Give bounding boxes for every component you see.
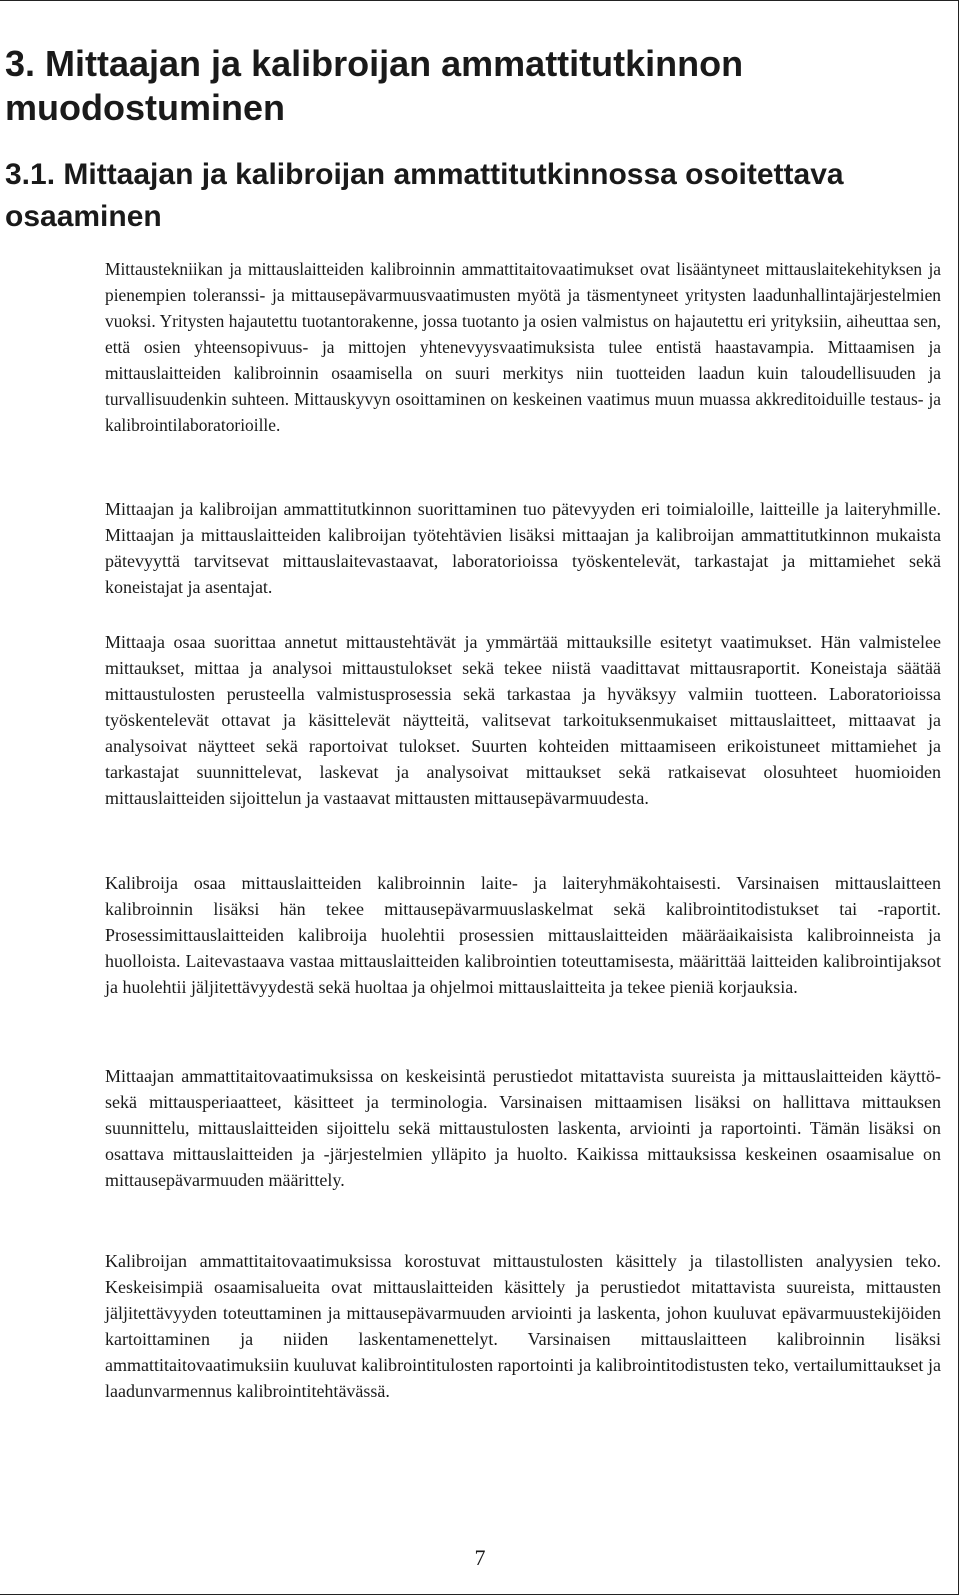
paragraph-6: Kalibroijan ammattitaitovaatimuksissa korostuvat mittaustulosten käsittely ja tilastollisten analyysien teko. Keskeisimpiä osaamisalueita ovat mittauslaitteiden käsittely ja perustiedot mitattavista suureista, mittausten jäljitettävyyden toteuttaminen ja mittausepävarmuuden arviointi ja laskenta, johon kuuluvat epävarmuustekijöiden kartoittaminen ja niiden laskentamenettelyt. Varsinaisen mittauslaitteen kalibroinnin lisäksi ammattitaitovaatimuksiin kuuluvat kalibrointitulosten raportointi ja kalibrointitodistusten teko, vertailumittaukset ja laadunvarmennus kalibrointitehtävässä. bbox=[105, 1251, 941, 1401]
paragraph-2: Mittaajan ja kalibroijan ammattitutkinnon suorittaminen tuo pätevyyden eri toimialoille, laitteille ja laiteryhmille. Mittaajan ja mittauslaitteiden kalibroijan työtehtävien lisäksi mittaajan ja kalibroijan ammattitutkinnon mukaista pätevyyttä tarvitsevat mittauslaitevastaavat, laboratorioissa työskentelevät, tarkastajat ja mittamiehet sekä koneistajat ja asentajat. bbox=[105, 499, 941, 597]
paragraph-3: Mittaaja osaa suorittaa annetut mittaustehtävät ja ymmärtää mittauksille esitetyt vaatimukset. Hän valmistelee mittaukset, mittaa ja analysoi mittaustulokset sekä tekee niistä vaadittavat mittausraportit. Koneistaja säätää mittaustulosten perusteella valmistusprosessia sekä tarkastaa ja hyväksyy valmiin tuotteen. Laboratorioissa työskentelevät ottavat ja käsittelevät näytteitä, valitsevat tarkoituksenmukaiset mittauslaitteet, mittaavat ja analysoivat näytteet sekä raportoivat tulokset. Suurten kohteiden mittaamiseen erikoistuneet mittamiehet ja tarkastajat suunnittelevat, laskevat ja analysoivat mittaukset sekä ratkaisevat olosuhteet huomioiden mittauslaitteiden sijoittelun ja vastaavat mittausten mittausepävarmuudesta. bbox=[105, 632, 941, 808]
chapter-heading: 3. Mittaajan ja kalibroijan ammattitutkinnon muodostuminen bbox=[5, 43, 744, 128]
paragraph-4: Kalibroija osaa mittauslaitteiden kalibroinnin laite- ja laiteryhmäkohtaisesti. Varsinaisen mittauslaitteen kalibroinnin lisäksi hän tekee mittausepävarmuuslaskelmat sekä kalibrointitodistukset tai -raportit. Prosessimittauslaitteiden kalibroija huolehtii prosessien mittauslaitteiden määräaikaisista kalibroinneista ja huolloista. Laitevastaava vastaa mittauslaitteiden kalibrointien toteuttamisesta, määrittää laitteiden kalibrointijaksot ja huolehtii jäljitettävyydestä sekä huoltaa ja ohjelmoi mittauslaitteita ja tekee pieniä korjauksia. bbox=[105, 873, 941, 997]
paragraph-1: Mittaustekniikan ja mittauslaitteiden kalibroinnin ammattitaitovaatimukset ovat lisääntyneet mittauslaitekehityksen ja pienempien toleranssi- ja mittausepävarmuusvaatimusten myötä ja täsmentyneet yritysten laadunhallintajärjestelmien vuoksi. Yritysten hajautettu tuotantorakenne, jossa tuotanto ja osien valmistus on hajautettu eri yrityksiin, aiheuttaa sen, että osien yhteensopivuus- ja mittojen yhtenevyysvaatimuksista tulee entistä haastavampia. Mittaamisen ja mittauslaitteiden kalibroinnin osaamisella on suuri merkitys niin tuotteiden laadun kuin taloudellisuuden ja turvallisuudenkin suhteen. Mittauskyvyn osoittaminen on keskeinen vaatimus muun muassa akkreditoiduille testaus- ja kalibrointilaboratorioille. bbox=[105, 259, 941, 435]
section-heading: 3.1. Mittaajan ja kalibroijan ammattitutkinnossa osoitettava osaaminen bbox=[5, 158, 844, 233]
page-number: 7 bbox=[474, 1545, 486, 1570]
paragraph-5: Mittaajan ammattitaitovaatimuksissa on keskeisintä perustiedot mitattavista suureista ja mittauslaitteiden käyttö- sekä mittausperiaatteet, käsitteet ja terminologia. Varsinaisen mittaamisen lisäksi on hallittava mittauksen suunnittelu, mittauslaitteiden sijoittelu sekä mittaustulosten laskenta, arviointi ja raportointi. Tämän lisäksi on osattava mittauslaitteiden ja -järjestelmien ylläpito ja huolto. Kaikissa mittauksissa keskeinen osaamisalue on mittausepävarmuuden määrittely. bbox=[105, 1066, 941, 1190]
